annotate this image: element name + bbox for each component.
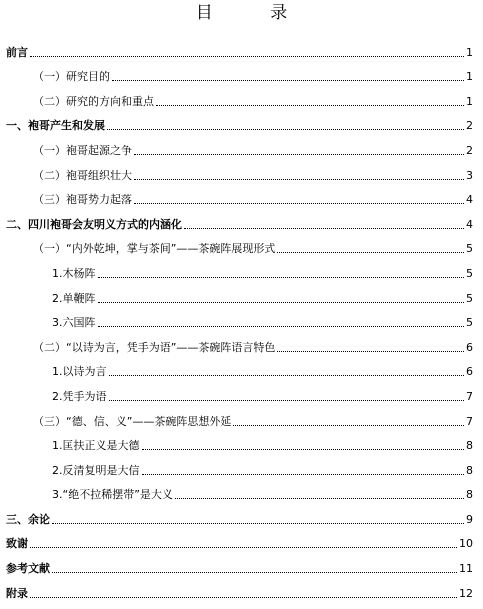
toc-entry[interactable] (0, 553, 483, 578)
toc-entry-label: （一）袍哥起源之争 (33, 143, 132, 157)
toc-entry[interactable] (0, 381, 483, 406)
toc-entry-page-number: 9 (466, 512, 473, 526)
toc-entry-label: 前言 (6, 45, 28, 59)
toc-entry-label: 1.匡扶正义是大德 (52, 439, 140, 453)
toc-entry-page-number: 5 (466, 316, 473, 330)
dot-leader (112, 80, 464, 81)
dot-leader (277, 351, 464, 352)
toc-entry[interactable] (0, 234, 483, 259)
toc-entry[interactable] (0, 37, 483, 62)
toc-entry-page-number: 5 (466, 242, 473, 256)
dot-leader (98, 302, 465, 303)
toc-entry[interactable] (0, 431, 483, 456)
dot-leader (52, 523, 464, 524)
toc-entry-label: 2.反清复明是大信 (52, 463, 140, 477)
toc-entry-label: （二）研究的方向和重点 (33, 94, 154, 108)
toc-entry-label: 致谢 (6, 537, 28, 551)
toc-entry-label: 参考文献 (6, 562, 50, 576)
toc-entry-label: 2.凭手为语 (52, 389, 107, 403)
toc-entry-page-number: 5 (466, 266, 473, 280)
toc-entry-page-number: 5 (466, 291, 473, 305)
toc-entry-page-number: 6 (466, 365, 473, 379)
toc-entry[interactable] (0, 209, 483, 234)
toc-entry[interactable] (0, 62, 483, 87)
toc-entry-page-number: 7 (466, 414, 473, 428)
toc-entry[interactable] (0, 480, 483, 505)
toc-entry[interactable] (0, 578, 483, 603)
toc-entry[interactable] (0, 160, 483, 185)
toc-entry-label: （二）袍哥组织壮大 (33, 168, 132, 182)
toc-entry-page-number: 3 (466, 168, 473, 182)
toc-title: 目 录 (195, 3, 314, 23)
dot-leader (107, 129, 464, 130)
toc-entry[interactable] (0, 283, 483, 308)
toc-entry[interactable] (0, 357, 483, 382)
toc-entry-label: 三、余论 (6, 512, 50, 526)
toc-entry-label: 2.单鞭阵 (52, 291, 96, 305)
dot-leader (277, 252, 464, 253)
toc-entry-page-number: 11 (459, 562, 473, 576)
toc-entry-label: （三）袍哥势力起落 (33, 193, 132, 207)
toc-entry-page-number: 1 (466, 94, 473, 108)
toc-entry-page-number: 4 (466, 217, 473, 231)
dot-leader (109, 375, 465, 376)
dot-leader (134, 154, 464, 155)
dot-leader (98, 326, 465, 327)
toc-entry-label: （三）“德、信、义”——茶碗阵思想外延 (33, 414, 232, 428)
toc-entry-label: 1.木杨阵 (52, 266, 96, 280)
toc-entry-label: 3.六国阵 (52, 316, 96, 330)
toc-entry[interactable] (0, 86, 483, 111)
toc-entry[interactable] (0, 111, 483, 136)
toc-entry[interactable] (0, 258, 483, 283)
toc-entry[interactable] (0, 455, 483, 480)
toc-entry-label: 3.“绝不拉稀摆带”是大义 (52, 488, 173, 502)
toc-entry[interactable] (0, 308, 483, 333)
toc-entry-page-number: 8 (466, 488, 473, 502)
dot-leader (134, 179, 464, 180)
toc-entry-label: （一）“内外乾坤，掌与茶间”——茶碗阵展现形式 (33, 242, 276, 256)
toc-entry-label: 1.以诗为言 (52, 365, 107, 379)
toc-entry[interactable] (0, 406, 483, 431)
dot-leader (109, 400, 465, 401)
dot-leader (52, 572, 457, 573)
toc-list (0, 37, 483, 603)
dot-leader (98, 277, 465, 278)
toc-entry-page-number: 7 (466, 389, 473, 403)
toc-entry-label: （二）“以诗为言，凭手为语”——茶碗阵语言特色 (33, 340, 276, 354)
dot-leader (184, 228, 464, 229)
toc-entry[interactable] (0, 504, 483, 529)
dot-leader (134, 203, 464, 204)
toc-entry[interactable] (0, 332, 483, 357)
toc-entry[interactable] (0, 135, 483, 160)
toc-entry-page-number: 8 (466, 439, 473, 453)
dot-leader (30, 547, 457, 548)
toc-entry-page-number: 1 (466, 70, 473, 84)
dot-leader (30, 597, 457, 598)
toc-entry-page-number: 4 (466, 193, 473, 207)
dot-leader (30, 56, 464, 57)
dot-leader (142, 474, 465, 475)
toc-entry-label: （一）研究目的 (33, 70, 110, 84)
dot-leader (156, 105, 464, 106)
toc-entry-label: 附录 (6, 586, 28, 600)
dot-leader (175, 498, 464, 499)
toc-entry-page-number: 2 (466, 119, 473, 133)
toc-entry-page-number: 12 (459, 586, 473, 600)
toc-entry-page-number: 1 (466, 45, 473, 59)
dot-leader (142, 449, 465, 450)
toc-entry-page-number: 10 (459, 537, 473, 551)
dot-leader (233, 425, 464, 426)
toc-entry-page-number: 8 (466, 463, 473, 477)
toc-entry-label: 二、四川袍哥会友明义方式的内涵化 (6, 217, 182, 231)
toc-entry-page-number: 2 (466, 143, 473, 157)
toc-entry-label: 一、袍哥产生和发展 (6, 119, 105, 133)
toc-entry[interactable] (0, 529, 483, 554)
toc-entry-page-number: 6 (466, 340, 473, 354)
toc-entry[interactable] (0, 185, 483, 210)
